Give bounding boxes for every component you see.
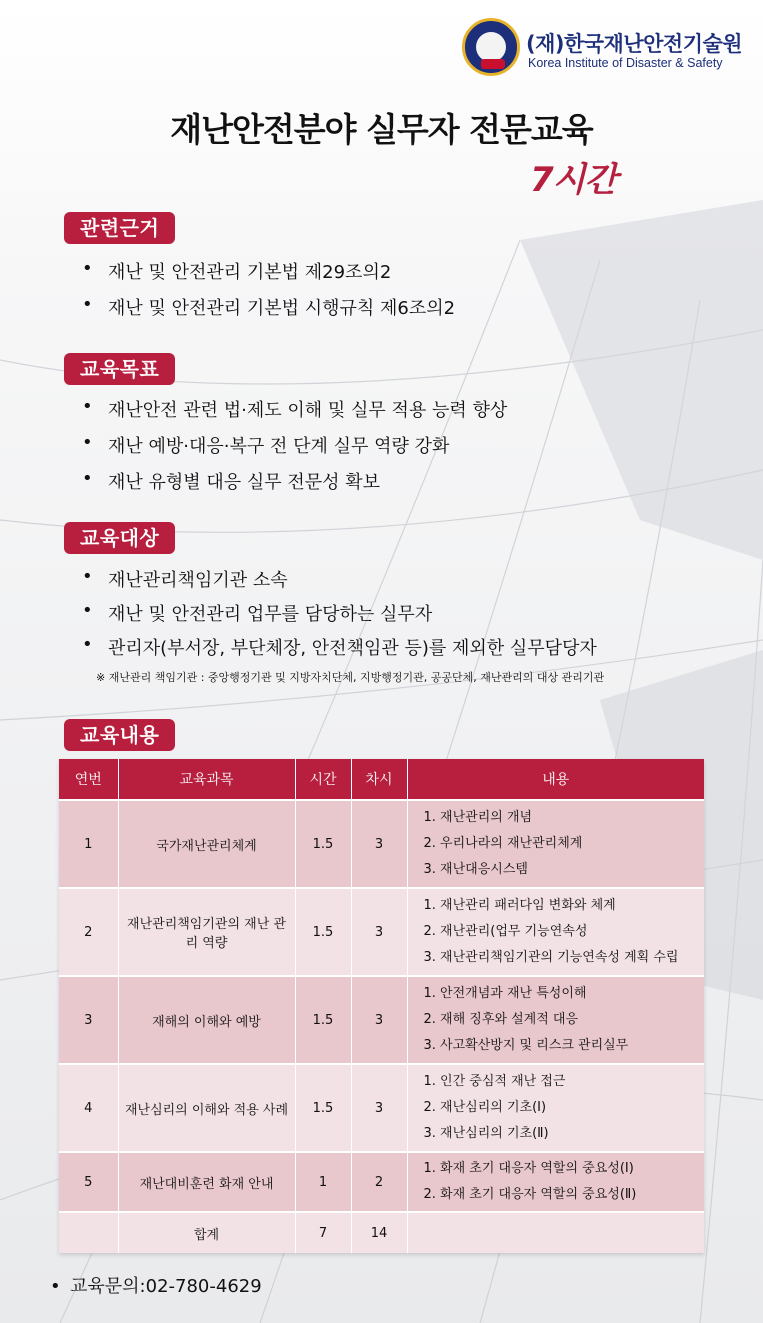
cell-no: 3 [59, 976, 118, 1064]
section-label-basis: 관련근거 [64, 212, 175, 244]
table-row [59, 888, 704, 976]
content-line: 1. 인간 중심적 재난 접근 [423, 1074, 566, 1089]
cell-sessions: 3 [351, 800, 407, 888]
cell-contents [407, 888, 704, 976]
emblem-icon [462, 18, 520, 76]
content-line: 2. 재난심리의 기초(Ⅰ) [423, 1100, 547, 1115]
list-item: • 재난 유형별 대응 실무 전문성 확보 [82, 468, 507, 504]
cell-no: 1 [59, 800, 118, 888]
list-item: • 재난안전 관련 법·제도 이해 및 실무 적용 능력 향상 [82, 396, 507, 432]
cell-total-blank [59, 1212, 118, 1253]
cell-subject: 국가재난관리체계 [118, 800, 295, 888]
contact-info [50, 1272, 262, 1298]
table-total-row [59, 1212, 704, 1253]
cell-no: 5 [59, 1152, 118, 1212]
content-line: 3. 재난심리의 기초(Ⅱ) [423, 1126, 549, 1141]
course-hours: 7시간 [530, 160, 617, 200]
cell-total-time: 7 [295, 1212, 351, 1253]
cell-total-label: 합계 [118, 1212, 295, 1253]
header-no: 연번 [59, 759, 118, 800]
cell-subject: 재해의 이해와 예방 [118, 976, 295, 1064]
cell-subject: 재난심리의 이해와 적용 사례 [118, 1064, 295, 1152]
list-item: • 재난 및 안전관리 기본법 시행규칙 제6조의2 [82, 294, 455, 330]
goals-list [82, 396, 507, 504]
table-row [59, 976, 704, 1064]
content-line: 3. 재난관리책임기관의 기능연속성 계획 수립 [423, 950, 679, 965]
cell-time: 1.5 [295, 976, 351, 1064]
org-name-english: Korea Institute of Disaster & Safety [528, 56, 723, 70]
org-name-korean: (재)한국재난안전기술원 [526, 32, 743, 56]
cell-subject: 재난관리책임기관의 재난 관리 역량 [118, 888, 295, 976]
curriculum-table [59, 759, 704, 1253]
cell-sessions: 3 [351, 976, 407, 1064]
content-line: 3. 재난대응시스템 [423, 862, 528, 877]
cell-no: 2 [59, 888, 118, 976]
cell-subject: 재난대비훈련 화재 안내 [118, 1152, 295, 1212]
cell-sessions: 3 [351, 888, 407, 976]
content-line: 2. 재난관리(업무 기능연속성 [423, 924, 588, 939]
list-item: • 재난 및 안전관리 업무를 담당하는 실무자 [82, 600, 597, 634]
cell-contents [407, 976, 704, 1064]
table-header-row [59, 759, 704, 800]
org-logo [462, 18, 762, 80]
cell-contents [407, 1152, 704, 1212]
content-line: 2. 재해 징후와 설계적 대응 [423, 1012, 579, 1027]
content-line: 1. 화재 초기 대응자 역할의 중요성(Ⅰ) [423, 1161, 634, 1176]
list-item: • 재난관리책임기관 소속 [82, 566, 597, 600]
contact-text: 교육문의:02-780-4629 [70, 1276, 262, 1297]
target-note: ※ 재난관리 책임기관 : 중앙행정기관 및 지방자치단체, 지방행정기관, 공공단체, 재난관리의 대상 관리기관 [96, 671, 605, 684]
cell-time: 1 [295, 1152, 351, 1212]
cell-time: 1.5 [295, 800, 351, 888]
table-row [59, 1064, 704, 1152]
section-label-goals: 교육목표 [64, 353, 175, 385]
cell-no: 4 [59, 1064, 118, 1152]
content-line: 3. 사고확산방지 및 리스크 관리실무 [423, 1038, 629, 1053]
cell-contents [407, 1064, 704, 1152]
content-line: 1. 재난관리 패러다임 변화와 체계 [423, 898, 616, 913]
cell-sessions: 3 [351, 1064, 407, 1152]
cell-total-sessions: 14 [351, 1212, 407, 1253]
header-sessions: 차시 [351, 759, 407, 800]
section-label-target: 교육대상 [64, 522, 175, 554]
table-row [59, 1152, 704, 1212]
content-line: 1. 재난관리의 개념 [423, 810, 533, 825]
table-row [59, 800, 704, 888]
header-subject: 교육과목 [118, 759, 295, 800]
cell-contents [407, 800, 704, 888]
target-list [82, 566, 597, 668]
cell-total-contents [407, 1212, 704, 1253]
header-contents: 내용 [407, 759, 704, 800]
list-item: • 재난 및 안전관리 기본법 제29조의2 [82, 258, 455, 294]
list-item: • 관리자(부서장, 부단체장, 안전책임관 등)를 제외한 실무담당자 [82, 634, 597, 668]
content-line: 1. 안전개념과 재난 특성이해 [423, 986, 587, 1001]
content-line: 2. 우리나라의 재난관리체계 [423, 836, 583, 851]
cell-sessions: 2 [351, 1152, 407, 1212]
cell-time: 1.5 [295, 1064, 351, 1152]
cell-time: 1.5 [295, 888, 351, 976]
list-item: • 재난 예방·대응·복구 전 단계 실무 역량 강화 [82, 432, 507, 468]
page-title: 재난안전분야 실무자 전문교육 [170, 110, 593, 149]
content-line: 2. 화재 초기 대응자 역할의 중요성(Ⅱ) [423, 1187, 637, 1202]
section-label-content: 교육내용 [64, 719, 175, 751]
bullet-icon: • [50, 1276, 61, 1297]
basis-list [82, 258, 455, 330]
header-time: 시간 [295, 759, 351, 800]
